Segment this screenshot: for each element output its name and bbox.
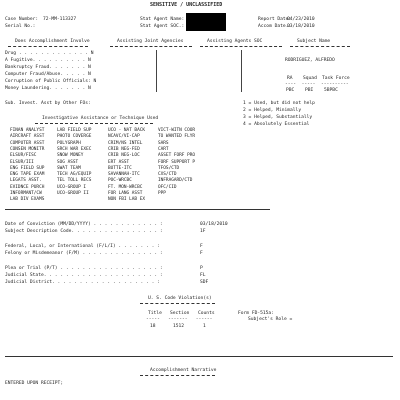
involve-row-money-laundering: Money Laundering. . . . . . . N [5,86,91,91]
assistance-item: SNOW MONEY [57,153,84,159]
assistance-item: POC-WRCBC [108,178,132,184]
conviction-date-label: Date of Conviction (MM/DD/YYYY) . . . . . . . . . . . . : [5,222,163,227]
assistance-item: TECH AG/EQUIP [57,172,92,178]
felony-label: Felony or Misdemeanor (F/M) . . . . . . . . . . . . . . : [5,251,163,256]
assistance-item: SRCH WAR EXEC [57,146,92,152]
assistance-item: VICT-WITN COOR [158,128,196,133]
assistance-item: UCO-GROUP II [57,191,89,196]
task-force-label: Task Force [322,76,350,81]
form-label: Form FD-515a: [238,311,274,316]
assistance-item: NON FBI LAB EX [108,197,146,203]
assistance-item: CRIB NEG-FED [108,146,140,152]
assistance-item: TFOS/CTD [158,165,180,171]
assistance-item: LEGATS ASST. [10,178,42,184]
involve-row-bankruptcy: Bankruptcy Fraud. . . . . . . N [5,65,91,70]
legend-2: 2 = Helped, Minimally [243,108,302,113]
assistance-item: PHOTO COVERGE [57,134,92,140]
assistance-item: PPP [158,191,166,196]
assistance-item: ENG TAPE EXAM [10,172,45,178]
squad-label: Squad [303,76,317,81]
federal-label: Federal, Local, or International (F/L/I) . . . . . . . : [5,244,160,249]
subject-code-value: 1F [200,229,206,234]
felony-value: F [200,251,203,256]
accom-date-value: 03/18/2010 [287,24,315,29]
district-value: SDF [200,280,209,285]
assistance-item: POLYGRAPH [57,140,81,146]
investigative-assistance-title: Investigative Assistance or Technique Used [42,116,159,121]
district-label: Judicial District. . . . . . . . . . . . . . . . . . . : [5,280,160,285]
assistance-item: SWAT TEAM [57,165,81,171]
involve-row-computer: Computer Fraud/Abuse. . . . . N [5,72,91,77]
assistance-item: ELSUR/FISC [10,153,37,159]
assistance-item: EVIDNCE PURCH [10,184,45,190]
state-label: Judicial State. . . . . . . . . . . . . . . . . . . . . : [5,273,163,278]
squad-value: PBI [305,88,314,93]
involve-row-corruption: Corruption of Public Officials: N [5,79,97,84]
column-divider [241,50,242,92]
assistance-item: UCO-GROUP I [57,184,87,190]
assistance-item: FOR LANG ASST [108,191,143,196]
assistance-item: ELSUR/III [10,159,34,165]
column-divider [156,50,157,92]
federal-value: F [200,244,203,249]
redaction-block [186,22,226,31]
assistance-item: CONSEN MONITR [10,146,45,152]
legend-3: 3 = Helped, Substantially [243,115,313,120]
assistance-item: CRIB NEG-LOC [108,153,140,159]
plea-label: Plea or Trial (P/T) . . . . . . . . . . . . . . . . . . : [5,266,163,271]
task-force-value: 5BPBC [324,88,338,93]
assistance-item: INFORMANT/CW [10,191,42,196]
state-value: FL [200,273,206,278]
usc-title: U. S. Code Violation(s) [148,296,212,301]
report-date-label: Report Date: [258,17,292,22]
subject-name-value: RODRIGUEZ, ALFREDO [285,58,335,63]
assistance-item: SARS [158,140,169,146]
assistance-item: INFRAGARD/CTD [158,178,193,184]
stat-agent-name-label: Stat Agent Name: [140,17,185,22]
assistance-item: ERT ASST [108,159,130,165]
stat-agent-soc-label: Stat Agent SOC.: [140,24,185,29]
assistance-item: AIRCRAFT ASST [10,134,45,140]
ra-label: RA [287,76,293,81]
serial-label: Serial No.: [5,24,36,29]
usc-counts-header: Counts [198,311,215,316]
ra-value: PBC [286,88,295,93]
assistance-item: TO WANTED FLYR [158,134,196,140]
subject-role-label: Subject's Role = [248,317,293,322]
conviction-date-value: 03/18/2010 [200,222,228,227]
case-number-value: 72-MM-113327 [43,17,77,22]
involve-row-drug: Drug . . . . . . . . . . . . . N [5,51,94,56]
accom-date-label: Accom Date.: [258,24,292,29]
assistance-item: COMPUTER ASST [10,140,45,146]
usc-section-value: 1512 [173,324,185,329]
entered-upon-receipt: ENTERED UPON RECEIPT; [5,381,64,386]
subject-name-header: Subject Name [297,39,331,44]
case-number-label: Case Number: [5,17,39,22]
assistance-item: NCAVC/VI-CAP [108,134,140,140]
plea-value: P [200,266,203,271]
assisting-agents-header: Assisting Agents SOC [207,39,263,44]
involve-row-fugitive: A Fugitive. . . . . . . . . . N [5,58,91,63]
involve-header: Does Accomplishment Involve [15,39,90,44]
assistance-item: OFC/CID [158,184,177,190]
assistance-item: CART [158,146,169,152]
assistance-item: UCO - NAT BACK [108,128,146,133]
usc-title-header: Title [148,311,162,316]
subject-code-label: Subject Description Code. . . . . . . . . . . . . . . . : [5,229,163,234]
assistance-item: CXS/CTD [158,172,177,178]
assistance-item: FORF SUPPORT P [158,159,196,165]
assistance-item: ENG FIELD SUP [10,165,45,171]
assistance-item: FINAN ANALYST [10,128,45,133]
assistance-item: ASSET FORF PRO [158,153,196,159]
assistance-item: BUTTE-ITC [108,165,132,171]
classification-banner: SENSITIVE / UNCLASSIFIED [150,2,223,8]
assistance-item: TEL TOLL RECS [57,178,92,184]
assistance-item: LAB DIV EXAMS [10,197,45,203]
assistance-item: LAB FIELD SUP [57,128,92,133]
usc-section-header: Section [170,311,190,316]
narrative-title: Accomplishment Narrative [150,368,217,373]
legend-4: 4 = Absolutely Essential [243,122,310,127]
usc-title-value: 18 [150,324,156,329]
legend-1: 1 = Used, but did not help [243,101,315,106]
assistance-item: FT. MON-WRCBC [108,184,143,190]
sub-invest-label: Sub. Invest. Asst by Other FOs: [5,101,91,106]
assistance-item: SAVANNAH-ITC [108,172,140,178]
report-date-value: 04/23/2010 [287,17,315,22]
joint-agencies-header: Assisting Joint Agencies [117,39,184,44]
assistance-item: SOG ASST [57,159,79,165]
assistance-item: CRIM/NS INTEL [108,140,143,146]
usc-counts-value: 1 [203,324,206,329]
